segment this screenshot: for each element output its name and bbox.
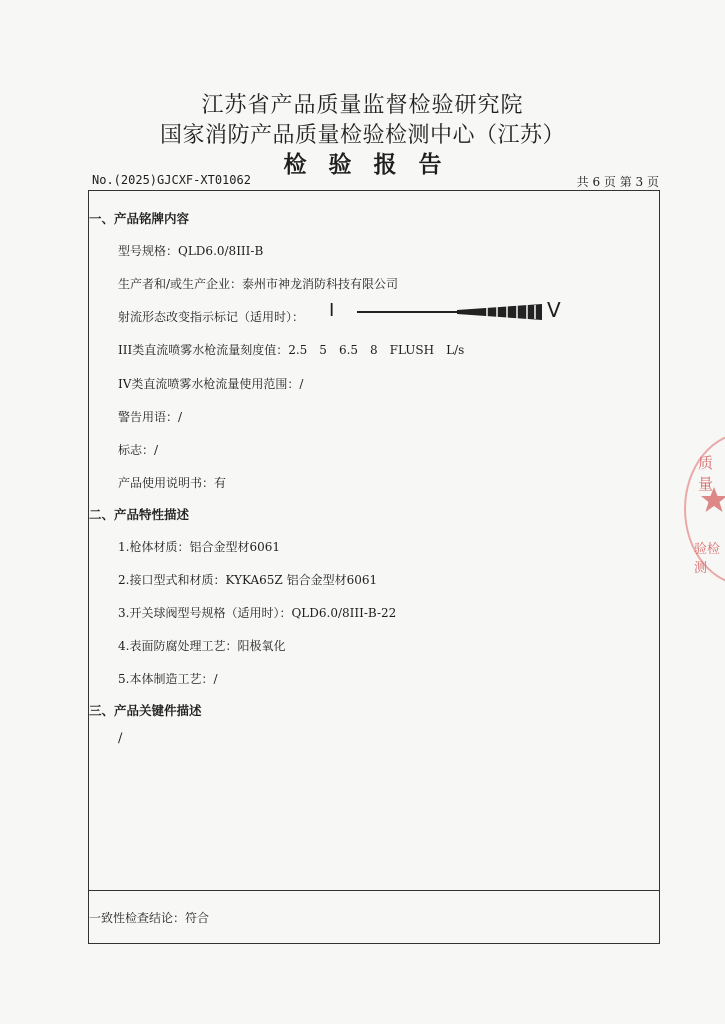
surface-treatment: 4.表面防腐处理工艺：阳极氧化 [118,639,286,653]
conclusion-divider [89,890,659,891]
flow-scale: III类直流喷雾水枪流量刻度值：2.5 5 6.5 8 FLUSH L/s [118,343,465,357]
report-title: 检验报告 [283,151,464,178]
report-table [88,190,660,944]
flow-range: IV类直流喷雾水枪流量使用范围：/ [118,377,304,391]
center-title: 国家消防产品质量检验检测中心（江苏） [159,123,565,148]
body-material: 1.枪体材质：铝合金型材6061 [118,540,280,554]
jet-form-indicator [329,299,579,323]
warning-text: 警告用语：/ [118,410,183,424]
key-parts-content: / [118,731,123,746]
jet-indicator-label: 射流形态改变指示标记（适用时）： [118,310,305,324]
model-spec: 型号规格：QLD6.0/8III-B [118,244,264,258]
manufacturer: 生产者和/或生产企业：泰州市神龙消防科技有限公司 [118,277,399,291]
conclusion: 一致性检查结论：符合 [89,911,210,925]
interface-material: 2.接口型式和材质：KYKA65Z 铝合金型材6061 [118,573,378,587]
manual: 产品使用说明书：有 [118,476,227,490]
section3-title: 三、产品关键件描述 [89,703,202,718]
manufacture-process: 5.本体制造工艺：/ [118,672,218,686]
indicator-spray-mark: V [547,298,561,322]
section1-title: 一、产品铭牌内容 [89,211,190,226]
page-info: 共 6 页 第 3 页 [576,175,659,189]
institute-title: 江苏省产品质量监督检验研究院 [201,93,524,118]
indicator-straight-mark: I [329,300,335,321]
report-number: No.(2025)GJCXF-XT01062 [92,173,251,187]
section2-title: 二、产品特性描述 [89,507,190,522]
seal-star-icon [700,486,725,514]
seal-text-bottom: 验检测 [694,542,721,576]
mark: 标志：/ [118,443,159,457]
indicator-transition-graphic [357,302,547,322]
seal-text-top: 质量 [698,454,714,493]
ball-valve-spec: 3.开关球阀型号规格（适用时）：QLD6.0/8III-B-22 [118,606,397,620]
